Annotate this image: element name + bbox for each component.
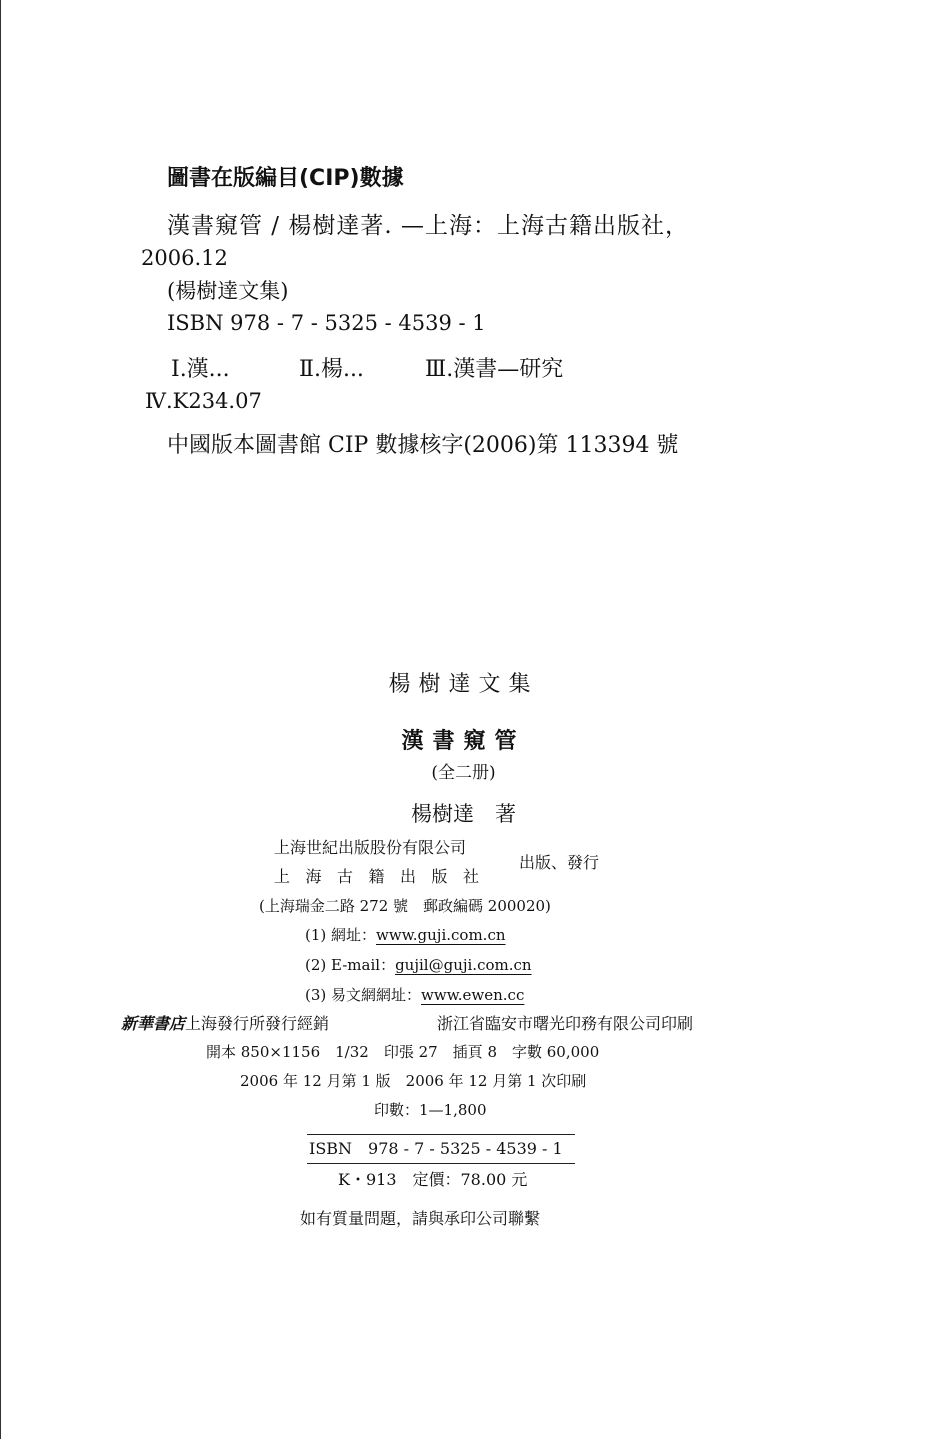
format-specs: 開本 850×1156 1/32 印張 27 插頁 8 字數 60,000 — [206, 1043, 600, 1061]
ewen-link[interactable]: www.ewen.cc — [421, 986, 525, 1004]
cip-heading: 圖書在版編目(CIP)數據 — [167, 166, 404, 191]
ewen-label: (3) 易文網網址： — [305, 986, 422, 1004]
cip-approval-number: 中國版本圖書館 CIP 數據核字(2006)第 113394 號 — [167, 433, 679, 458]
quality-notice: 如有質量問題，請與承印公司聯繫 — [300, 1209, 541, 1228]
cip-class-number: Ⅳ.K234.07 — [145, 389, 262, 413]
distribution-line — [121, 1016, 329, 1032]
cip-subject-2: Ⅱ.楊... — [299, 357, 364, 382]
series-title: 楊樹達文集 — [388, 672, 539, 697]
printer: 浙江省臨安市曙光印務有限公司印刷 — [437, 1014, 694, 1033]
publisher-2: 上海古籍出版社 — [274, 867, 495, 886]
website-label: (1) 網址： — [305, 926, 377, 944]
publisher-1: 上海世紀出版股份有限公司 — [274, 838, 467, 857]
print-run: 印數：1—1,800 — [374, 1101, 487, 1119]
isbn-top-rule — [307, 1134, 575, 1135]
website-line — [305, 928, 506, 943]
edition-line: 2006 年 12 月第 1 版 2006 年 12 月第 1 次印刷 — [240, 1072, 587, 1090]
book-title: 漢書窺管 — [401, 729, 526, 754]
email-link[interactable]: gujil@guji.com.cn — [395, 956, 532, 974]
publisher-address: (上海瑞金二路 272 號 郵政編碼 200020) — [259, 897, 551, 915]
website-link[interactable]: www.guji.com.cn — [376, 926, 506, 944]
cip-subject-3: Ⅲ.漢書—研究 — [425, 357, 564, 382]
email-label: (2) E-mail： — [305, 956, 396, 974]
distributor: 上海發行所發行經銷 — [185, 1014, 330, 1033]
volume-note: (全二册) — [431, 763, 496, 783]
cip-date: 2006.12 — [141, 246, 228, 270]
cip-title-line: 漢書窺管 / 楊樹達著. —上海：上海古籍出版社， — [167, 213, 689, 239]
isbn-footer: ISBN 978 - 7 - 5325 - 4539 - 1 — [309, 1139, 563, 1158]
cip-isbn: ISBN 978 - 7 - 5325 - 4539 - 1 — [167, 311, 486, 335]
author-line: 楊樹達 著 — [411, 802, 516, 826]
email-line — [305, 958, 532, 973]
cip-subject-1: Ⅰ.漢... — [171, 357, 230, 382]
xinhua-logo: 新華書店 — [121, 1014, 186, 1033]
price-line: K・913 定價：78.00 元 — [338, 1170, 528, 1189]
publisher-role: 出版、發行 — [519, 853, 600, 872]
ewen-line — [305, 988, 524, 1003]
isbn-bottom-rule — [307, 1163, 575, 1164]
cip-series: (楊樹達文集) — [167, 279, 289, 303]
